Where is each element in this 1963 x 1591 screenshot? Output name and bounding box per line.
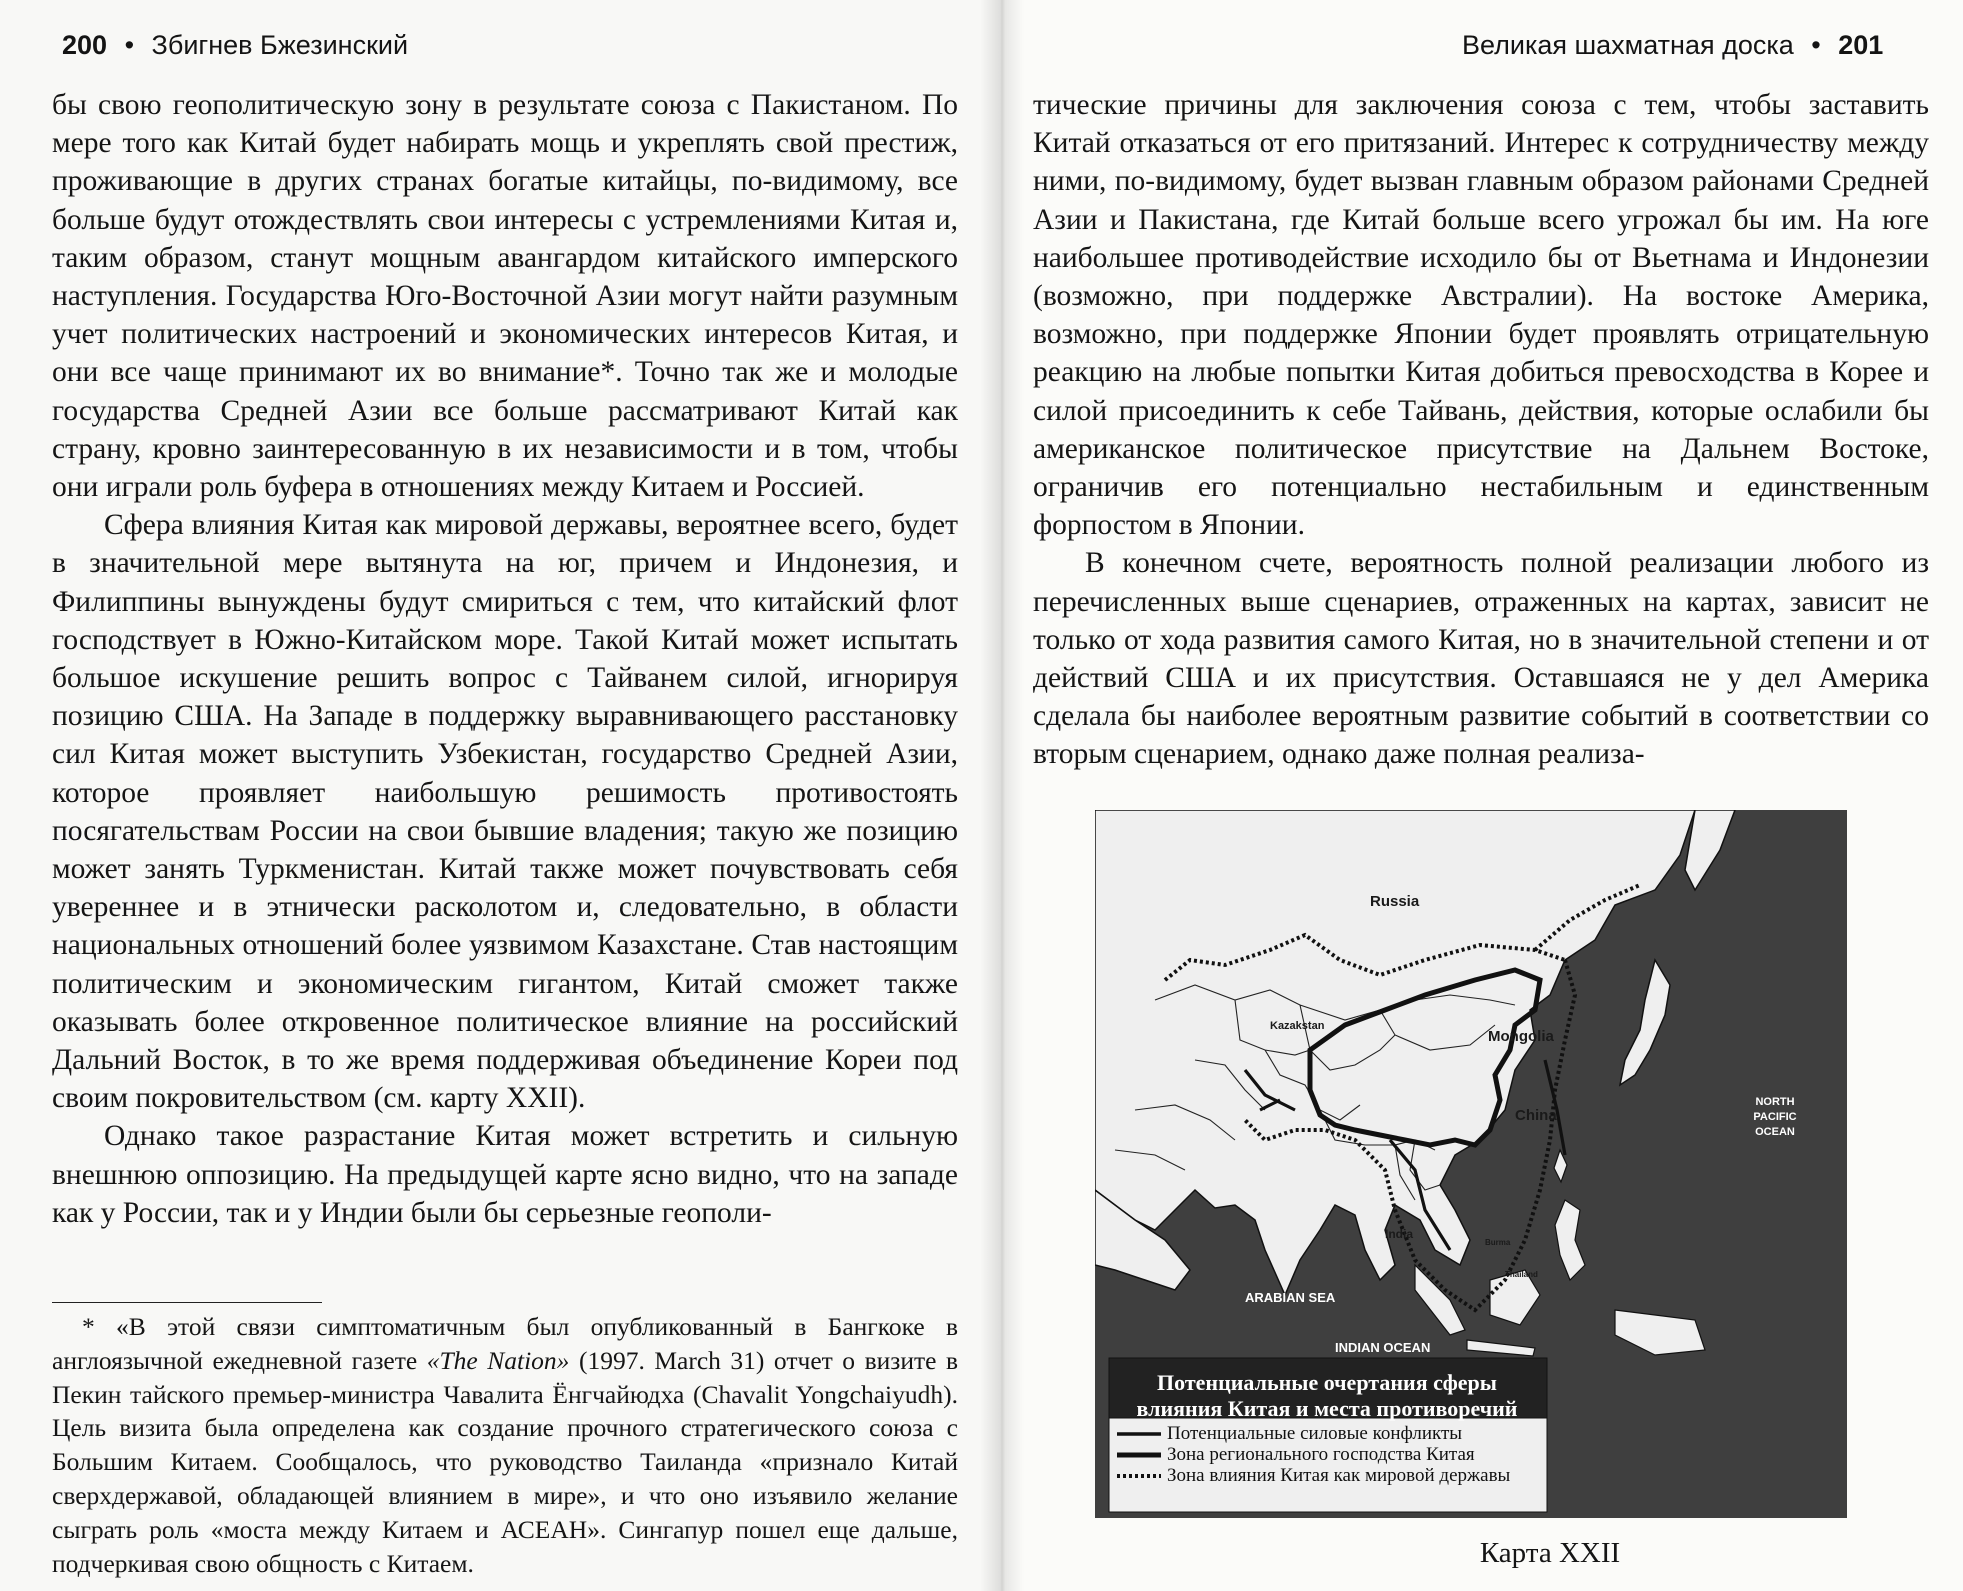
footnote-text-start: * «В этой связи симптоматичным был опубликованный в Бангкоке в англоязычной ежедневной газете: [52, 1312, 958, 1375]
left-page-number: 200: [62, 30, 108, 60]
map-xxii: [1095, 810, 1847, 1518]
left-body-text: [52, 86, 958, 1232]
left-header-author: Збигнев Бжезинский: [151, 30, 409, 60]
legend-title: Потенциальные очертания сферы влияния Китая и места противоречий: [1136, 1370, 1518, 1421]
map-label-china: China: [1515, 1107, 1557, 1124]
right-paragraph-1: тические причины для заключения союза с тем, чтобы заставить Китай отказаться от его притязаний. Интерес к сотрудничеству между ними, по-видимому, будет вызван главным образом районами Средней Азии и Пакистана, где Китай больше всего угрожал бы им. На юге наибольшее противодействие исходило бы от Вьетнама и Индонезии (возможно, при поддержке Австралии). На востоке Америка, возможно, при поддержке Японии будет проявлять отрицательную реакцию на любые попытки Китая добиться превосходства в Корее и силой присоединить к себе Тайвань, действия, которые ослабили бы американское политическое присутствие на Дальнем Востоке, ограничив его потенциально нестабильным и единственным форпостом в Японии.: [1033, 89, 1929, 542]
legend-item-regional: Зона регионального господства Китая: [1167, 1444, 1475, 1465]
map-label-india: India: [1385, 1227, 1414, 1241]
right-page-number: 201: [1838, 30, 1884, 60]
right-paragraph-2: В конечном счете, вероятность полной реализации любого из перечисленных выше сценариев, отраженных на картах, зависит не только от хода развития самого Китая, но в значительной степени и от действий США и их присутствия. Оставшаяся не у дел Америка сделала бы наиболее вероятным развитие событий в соответствии со вторым сценарием, однако даже полная реализа-: [1033, 547, 1929, 771]
map-label-mongolia: Mongolia: [1488, 1028, 1554, 1045]
header-bullet: •: [124, 30, 135, 60]
map-label-burma: Burma: [1485, 1238, 1511, 1247]
right-page: [1000, 0, 1963, 1591]
footnote: [52, 1310, 958, 1580]
book-gutter-shadow: [980, 0, 1024, 1591]
map-label-russia: Russia: [1370, 893, 1420, 910]
right-header-title: Великая шахматная доска: [1462, 30, 1794, 60]
header-bullet: •: [1811, 30, 1821, 60]
legend-item-conflicts: Потенциальные силовые конфликты: [1167, 1423, 1463, 1444]
left-running-header: [62, 30, 408, 61]
legend-item-world: Зона влияния Китая как мировой державы: [1167, 1465, 1511, 1486]
left-paragraph-1: бы свою геополитическую зону в результате союза с Пакистаном. По мере того как Китай будет набирать мощь и укреплять свой престиж, проживающие в других странах богатые китайцы, по-видимому, все больше будут отождествлять свои интересы с устремлениями Китая и, таким образом, станут мощным авангардом китайского имперского наступления. Государства Юго-Восточной Азии могут найти разумным учет политических настроений и экономических интересов Китая, и они все чаще принимают их во внимание*. Точно так же и молодые государства Средней Азии все больше рассматривают Китай как страну, кровно заинтересованную в их независимости и в том, чтобы они играли роль буфера в отношениях между Китаем и Россией.: [52, 89, 958, 504]
footnote-newspaper-title: «The Nation»: [426, 1345, 570, 1375]
left-paragraph-3: Однако такое разрастание Китая может встретить и сильную внешнюю оппозицию. На предыдущей карте ясно видно, что на западе как у России, так и у Индии были бы серьезные геополи-: [52, 1120, 958, 1229]
footnote-text-end: (1997. March 31) отчет о визите в Пекин тайского премьер-министра Чавалита Ёнгчайюдха (Chavalit Yongchaiyudh). Цель визита была определена как создание прочного стратегического союза с Большим Китаем. Сообщалось, что руководство Таиланда «признало Китай сверхдержавой, обладающей влиянием в мире», и что оно изъявило желание сыграть роль «моста между Китаем и АСЕАН». Сингапур пошел еще дальше, подчеркивая свою общность с Китаем.: [52, 1345, 958, 1578]
right-body-text: [1033, 86, 1929, 774]
map-label-arabian-sea: ARABIAN SEA: [1245, 1290, 1336, 1305]
map-caption: Карта XXII: [1479, 1537, 1621, 1569]
map-label-indian-ocean: INDIAN OCEAN: [1335, 1340, 1431, 1355]
left-paragraph-2: Сфера влияния Китая как мировой державы, вероятнее всего, будет в значительной мере вытянута на юг, причем и Индонезия, и Филиппины вынуждены будут смириться с тем, что китайский флот господствует в Южно-Китайском море. Такой Китай может испытать большое искушение решить вопрос с Тайванем силой, игнорируя позицию США. На Западе в поддержку выравнивающего расстановку сил Китая может выступить Узбекистан, государство Средней Азии, которое проявляет наибольшую решимость противостоять посягательствам России на свои бывшие владения; такую же позицию может занять Туркменистан. Китай также может почувствовать себя увереннее и в этнически расколотом и, следовательно, в области национальных отношений более уязвимом Казахстане. Став настоящим политическим и экономическим гигантом, Китай сможет также оказывать более откровенное политическое влияние на российский Дальний Восток, в то же время поддерживая объединение Кореи под своим покровительством (см. карту XXII).: [52, 509, 958, 1115]
map-label-thailand: Thailand: [1505, 1270, 1538, 1279]
footnote-rule: [52, 1302, 322, 1303]
right-running-header: [1462, 30, 1883, 61]
map-label-north-pacific: NORTH PACIFIC OCEAN: [1753, 1096, 1797, 1138]
map-label-kazakstan: Kazakstan: [1270, 1020, 1325, 1032]
